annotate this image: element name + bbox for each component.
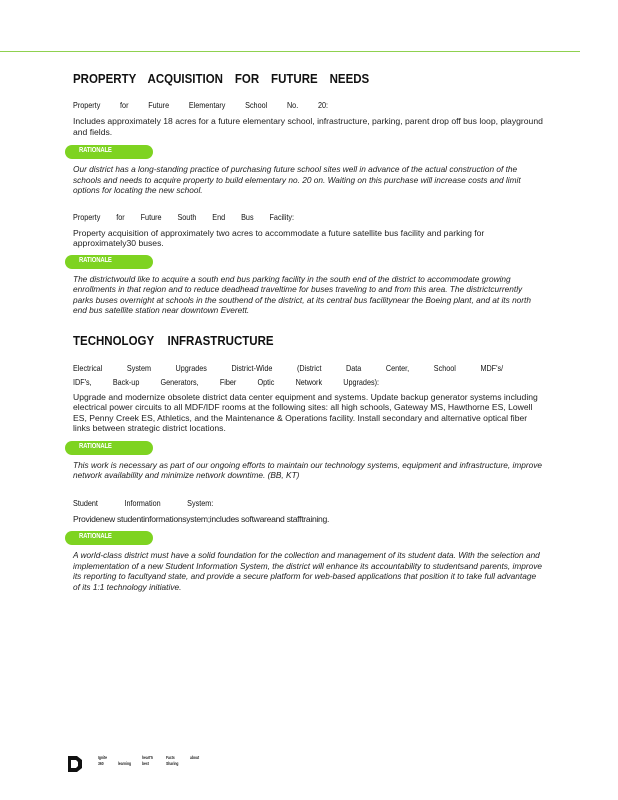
section-title-property: PROPERTY ACQUISITION FOR FUTURE NEEDS [73, 72, 370, 86]
footer-text: 360 [98, 761, 104, 766]
item-body-elementary: Includes approximately 18 acres for a future elementary school, infrastructure, parking, parent drop off bus loop, playground and fields. [73, 116, 543, 137]
rationale-label: RATIONALE [79, 147, 112, 154]
footer-text: about [190, 755, 200, 760]
item-body-electrical: Upgrade and modernize obsolete district data center equipment and systems. Update backup generator systems including electrical power circuits to all MDF/IDF rooms at the following sites: all high schools, Gateway MS, Hawthorne ES, Lowell ES, Penny Creek ES, Athletics, and the Maintenance & Operations facility. Install secondary and alternative optical fiber links between strategic district locations. [73, 391, 538, 433]
item-head-electrical: Electrical System Upgrades District-Wide (District Data Center, School MDF's/ [73, 362, 504, 373]
rationale-text-elementary: Our district has a long-standing practice of purchasing future school sites well in advance of the actual construction of the schools and needs to acquire property to build elementary no. 20 on. Waiting on this purchase will increase costs and limit options for locating the new school. [73, 164, 521, 195]
item-head-bus-facility: Property for Future South End Bus Facility: [73, 211, 294, 222]
footer-col-2 [118, 755, 131, 767]
rationale-badge [65, 441, 153, 455]
item-head-sis: Student Information System: [73, 497, 214, 508]
footer-col-1 [98, 755, 107, 767]
item-body-sis: Providenew studentinformationsystem;includes softwareand stafftraining. [73, 513, 330, 524]
item-head-elementary: Property for Future Elementary School No. 20: [73, 100, 328, 110]
rationale-label: RATIONALE [79, 256, 112, 264]
top-rule [0, 51, 580, 52]
district-logo-icon [68, 756, 82, 772]
rationale-badge [65, 531, 153, 545]
section-title-technology: TECHNOLOGY INFRASTRUCTURE [73, 333, 274, 348]
footer-text: Facts [166, 755, 175, 760]
footer-text: heart'5 [142, 755, 153, 760]
footer-text: Ignite [98, 755, 107, 760]
document-content [73, 70, 543, 592]
rationale-badge [65, 145, 153, 159]
item-head-electrical-cont: IDF's, Back-up Generators, Fiber Optic Network Upgrades): [73, 376, 379, 387]
rationale-text-bus-facility: The districtwould like to acquire a south end bus parking facility in the south end of the district to accommodate growing enrollments in that region and to reduce deadhead traveltime for buses traveling to and from this area. The districtcurrently parks buses overnight at schools in the southend of the district, at its central bus facilitynear the Boeing plant, and at its north end bus satellite station near downtown Everett. [73, 273, 531, 315]
rationale-label: RATIONALE [79, 442, 112, 450]
footer [68, 752, 268, 774]
footer-col-5 [190, 755, 199, 761]
item-body-bus-facility: Property acquisition of approximately two acres to accommodate a future satellite bus facility and parking for approximately30 buses. [73, 227, 485, 248]
rationale-badge [65, 255, 153, 269]
footer-col-3 [142, 755, 153, 767]
rationale-text-electrical: This work is necessary as part of our ongoing efforts to maintain our technology systems, equipment and infrastructure, improve network availability and minimize network downtime. (BB, KT) [73, 459, 542, 480]
footer-text: best [142, 761, 149, 766]
footer-text: Sharing [166, 761, 179, 766]
footer-col-4 [166, 755, 178, 767]
footer-text: learning [118, 761, 132, 766]
rationale-text-sis: A world-class district must have a solid foundation for the collection and management of its student data. With the selection and implementation of a new Student Information System, the district will enhance its accountability to studentsand parents, improve its reporting to facultyand state, and provide a secure platform for web-based applications that position it to take full advantage of its 1:1 technology initiative. [73, 550, 543, 592]
rationale-label: RATIONALE [79, 533, 112, 540]
